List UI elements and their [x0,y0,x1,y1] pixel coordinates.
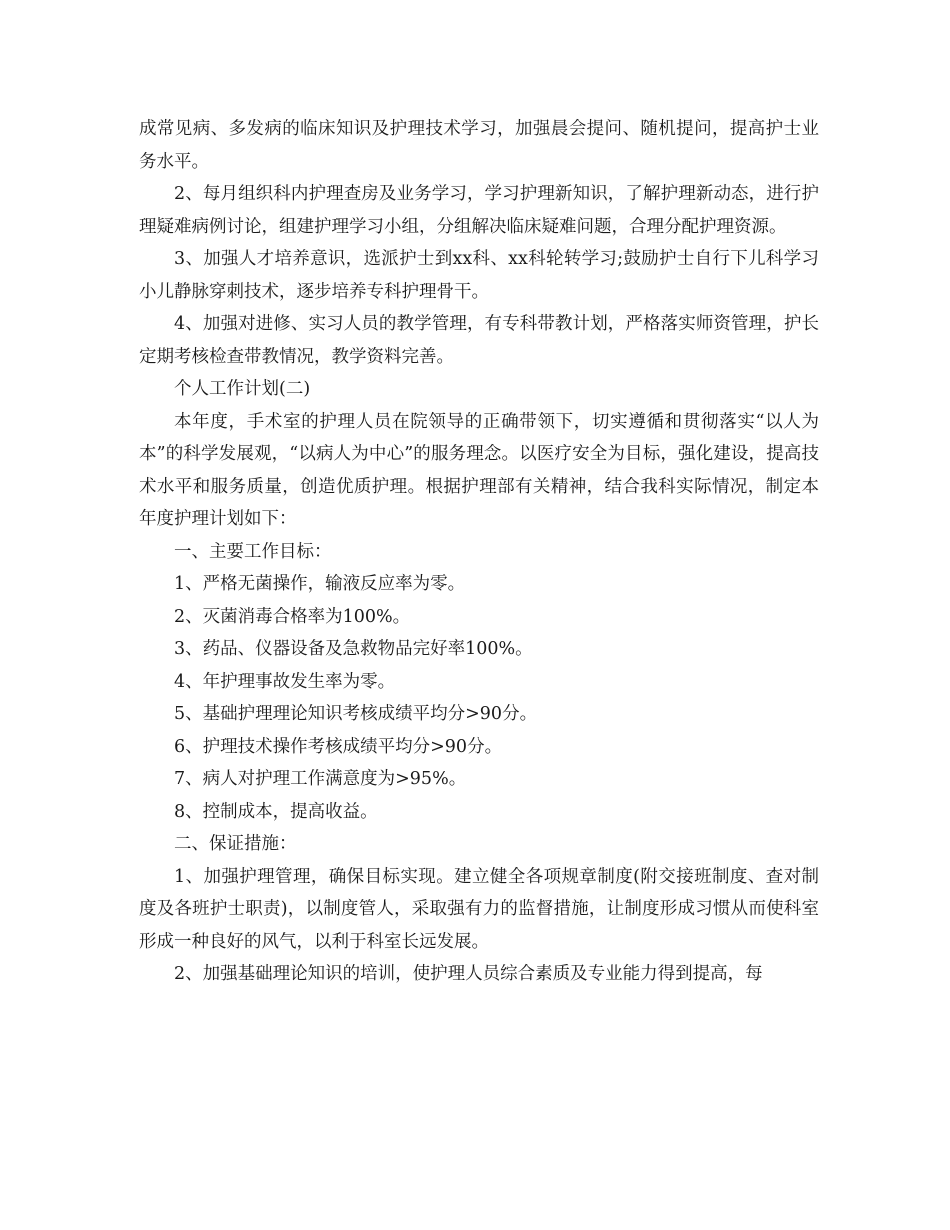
list-item: 1、严格无菌操作，输液反应率为零。 [174,574,466,594]
section-heading: 一、主要工作目标： [174,541,332,562]
paragraph: 2、每月组织科内护理查房及业务学习，学习护理新知识，了解护理新动态，进行护理疑难病例讨论，组建护理学习小组，分组解决临床疑难问题，合理分配护理资源。 [139,184,819,237]
paragraph: 2、加强基础理论知识的培训，使护理人员综合素质及专业能力得到提高，每 [174,964,763,984]
list-item: 6、护理技术操作考核成绩平均分>90分。 [174,736,503,757]
section-heading: 二、保证措施： [174,834,297,854]
list-item: 3、药品、仪器设备及急救物品完好率100%。 [174,639,533,659]
document-body [139,113,819,991]
list-item: 4、年护理事故发生率为零。 [174,671,396,692]
section-heading: 个人工作计划(二) [174,379,311,399]
paragraph: 4、加强对进修、实习人员的教学管理，有专科带教计划，严格落实师资管理，护长定期考核检查带教情况，教学资料完善。 [139,314,819,367]
list-item: 7、病人对护理工作满意度为>95%。 [174,769,467,789]
list-item: 5、基础护理理论知识考核成绩平均分>90分。 [174,704,538,724]
paragraph: 成常见病、多发病的临床知识及护理技术学习，加强晨会提问、随机提问，提高护士业务水平。 [139,119,819,172]
paragraph: 本年度，手术室的护理人员在院领导的正确带领下，切实遵循和贯彻落实“以人为本”的科学发展观，“以病人为中心”的服务理念。以医疗安全为目标，强化建设，提高技术水平和服务质量，创造优质护理。根据护理部有关精神，结合我科实际情况，制定本年度护理计划如下： [139,411,819,529]
paragraph: 3、加强人才培养意识，选派护士到xx科、xx科轮转学习;鼓励护士自行下儿科学习小儿静脉穿刺技术，逐步培养专科护理骨干。 [139,249,819,302]
list-item: 2、灭菌消毒合格率为100%。 [174,606,411,627]
paragraph: 1、加强护理管理，确保目标实现。建立健全各项规章制度(附交接班制度、查对制度及各班护士职责)，以制度管人，采取强有力的监督措施，让制度形成习惯从而使科室形成一种良好的风气，以利于科室长远发展。 [139,866,819,952]
list-item: 8、控制成本，提高收益。 [174,801,378,822]
